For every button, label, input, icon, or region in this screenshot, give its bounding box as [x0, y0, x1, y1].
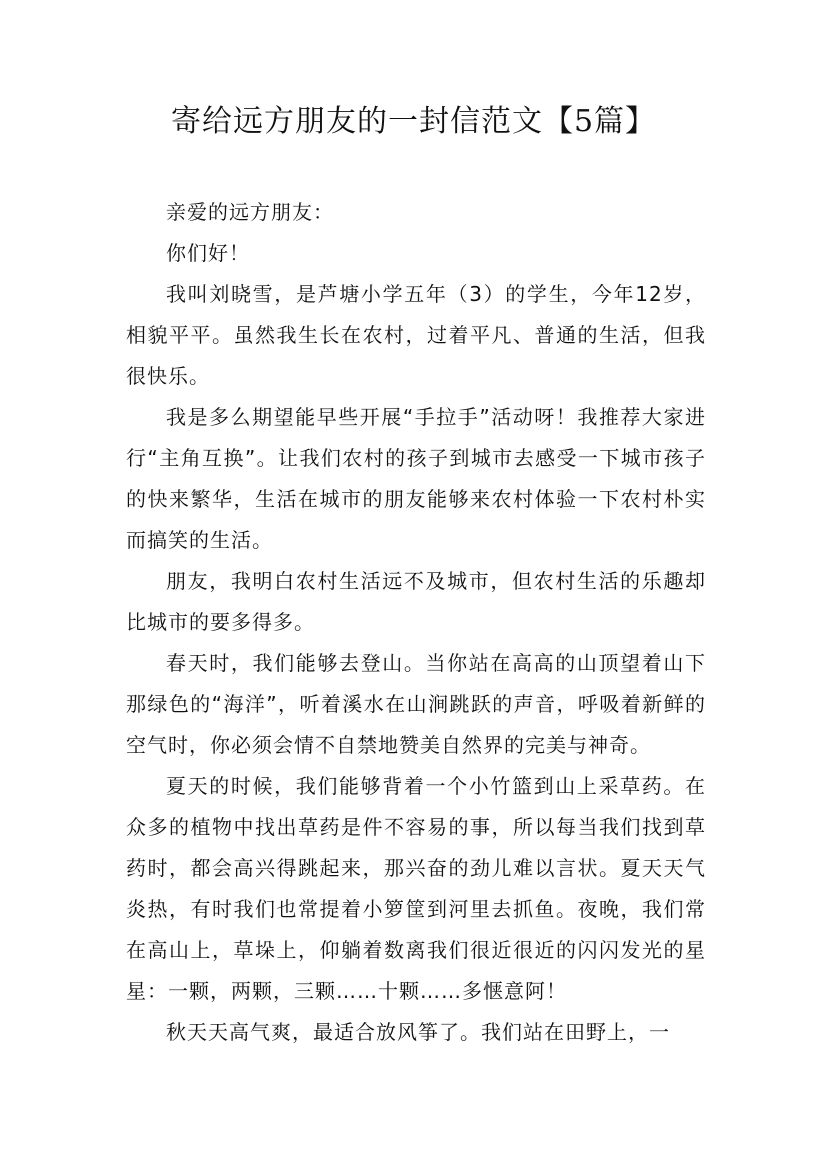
paragraph-rural-fun: 朋友，我明白农村生活远不及城市，但农村生活的乐趣却比城市的要多得多。 — [126, 569, 706, 634]
paragraph-activity-wish: 我是多么期望能早些开展“手拉手”活动呀！我推荐大家进行“主角互换”。让我们农村的孩子到城市去感受一下城市孩子的快来繁华，生活在城市的朋友能够来农村体验一下农村朴实而搞笑的生活。 — [126, 405, 706, 552]
letter-greeting: 你们好！ — [166, 241, 250, 265]
paragraph-summer: 夏天的时候，我们能够背着一个小竹篮到山上采草药。在众多的植物中找出草药是件不容易的事，所以每当我们找到草药时，都会高兴得跳起来，那兴奋的劲儿难以言状。夏天天气炎热，有时我们也常提着小箩筐到河里去抓鱼。夜晚，我们常在高山上，草垛上，仰躺着数离我们很近很近的闪闪发光的星星：一颗，两颗，三颗……十颗……多惬意阿！ — [126, 774, 706, 1003]
letter-body — [126, 192, 706, 1053]
paragraph-spring: 春天时，我们能够去登山。当你站在高高的山顶望着山下那绿色的“海洋”，听着溪水在山涧跳跃的声音，呼吸着新鲜的空气时，你必须会情不自禁地赞美自然界的完美与神奇。 — [126, 651, 706, 757]
letter-salutation: 亲爱的远方朋友： — [166, 200, 334, 224]
paragraph-autumn: 秋天天高气爽，最适合放风筝了。我们站在田野上，一 — [166, 1020, 670, 1044]
paragraph-introduction: 我叫刘晓雪，是芦塘小学五年（3）的学生，今年12岁，相貌平平。虽然我生长在农村，过着平凡、普通的生活，但我很快乐。 — [126, 282, 706, 388]
document-title: 寄给远方朋友的一封信范文【5篇】 — [170, 104, 657, 139]
